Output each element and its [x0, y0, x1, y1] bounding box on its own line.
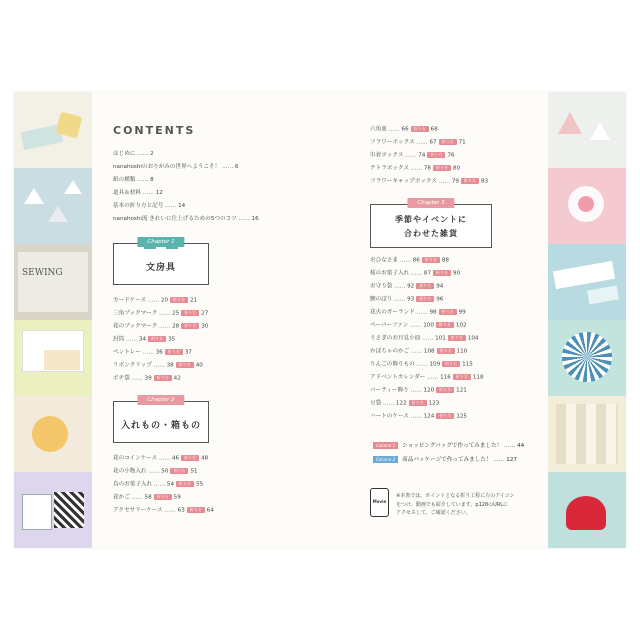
photo-boxes — [14, 472, 92, 548]
photo-advent-calendar — [548, 396, 626, 472]
chapter-2-heading — [113, 397, 209, 443]
photo-heart-case — [548, 472, 626, 548]
column-2[interactable] — [373, 455, 517, 463]
chapter-tag: Chapter 3 — [407, 198, 454, 208]
photo-omamori — [548, 244, 626, 320]
toc-item[interactable]: アドベントカレンダー …… 116 折り方 118 — [370, 374, 484, 381]
toc-item[interactable]: 封筒 …… 34 折り方 35 — [113, 336, 176, 343]
toc-item[interactable]: 花の小物入れ …… 50 折り方 51 — [113, 468, 198, 475]
movie-note-line: ※本書では、ポイントとなる折り工程に左のアイコン — [396, 493, 515, 499]
toc-item[interactable]: 巾着ボックス …… 74 折り方 76 — [370, 152, 455, 159]
photo-envelope — [14, 320, 92, 396]
toc-item[interactable]: nanahoshiのおりがみの世界へようこそ！ …… 6 — [113, 164, 239, 170]
chapter-tag: Chapter 2 — [137, 395, 184, 405]
toc-item[interactable]: リボンクリップ …… 38 折り方 40 — [113, 362, 203, 369]
chapter-tag: Chapter 1 — [137, 237, 184, 247]
toc-item[interactable]: 鳥のお菓子入れ …… 54 折り方 55 — [113, 481, 204, 488]
chapter-title: 入れもの・箱もの — [120, 421, 201, 431]
column-label: ショッピングバッグで作ってみました！ …… 44 — [402, 443, 525, 449]
toc-item[interactable]: 紙の種類 …… 8 — [113, 177, 154, 183]
chapter-1-heading — [113, 239, 209, 285]
toc-item[interactable]: おひなさま …… 86 折り方 88 — [370, 257, 449, 264]
toc-item[interactable]: アクセサリーケース …… 63 折り方 64 — [113, 507, 214, 514]
movie-note — [396, 492, 536, 518]
toc-item[interactable]: 豆袋 …… 122 折り方 123 — [370, 400, 440, 407]
toc-item[interactable]: りんごの飾りもの …… 109 折り方 115 — [370, 361, 473, 368]
toc-item[interactable]: 花かご …… 58 折り方 59 — [113, 494, 181, 501]
toc-item[interactable]: パーティー飾り …… 120 折り方 121 — [370, 387, 467, 394]
photo-cherry-blossom — [548, 168, 626, 244]
toc-item[interactable]: フラワーキャップボックス …… 79 折り方 83 — [370, 178, 489, 185]
toc-item[interactable]: 鯉のぼり …… 93 折り方 96 — [370, 296, 444, 303]
toc-item[interactable]: ペントレー …… 36 折り方 37 — [113, 349, 192, 356]
movie-note-line: をつけ、動画でも紹介しています。p128のURLに — [396, 501, 509, 508]
column-label: 商品パッケージで作ってみました！ …… 127 — [402, 457, 517, 463]
toc-item[interactable]: うさぎのお月見小皿 …… 101 折り方 104 — [370, 335, 479, 342]
contents-heading: CONTENTS — [113, 124, 196, 137]
toc-item[interactable]: ペーパーファン …… 100 折り方 102 — [370, 322, 467, 329]
photo-tetra-box — [548, 92, 626, 168]
toc-item[interactable]: 三角ブックマーク …… 25 折り方 27 — [113, 310, 209, 317]
toc-item[interactable]: nanahoshi流 きれいに仕上げるための5つのコツ …… 16 — [113, 216, 259, 222]
toc-item[interactable]: 花のブックマーク …… 28 折り方 30 — [113, 323, 209, 330]
right-photo-strip — [548, 92, 626, 548]
toc-item[interactable]: はじめに …… 2 — [113, 151, 154, 157]
toc-item[interactable]: テトラボックス …… 78 折り方 80 — [370, 165, 461, 172]
chapter-3-heading — [370, 200, 492, 248]
toc-item[interactable]: カードケース …… 20 折り方 21 — [113, 297, 198, 304]
book-spread — [14, 92, 626, 548]
photo-bookmarks — [14, 168, 92, 244]
left-photo-strip — [14, 92, 92, 548]
column-tag: Column 1 — [373, 442, 398, 449]
toc-item[interactable]: ハートのケース …… 124 折り方 125 — [370, 413, 467, 420]
movie-note-line: アクセスして、ご確認ください。 — [396, 510, 471, 516]
movie-phone-icon: Movie — [370, 488, 389, 517]
toc-item[interactable]: 道具＆材料 …… 12 — [113, 190, 163, 196]
photo-card-case — [14, 92, 92, 168]
toc-item[interactable]: 六角皿 …… 66 折り方 68 — [370, 126, 438, 133]
toc-item[interactable]: 花火のガーランド …… 98 折り方 99 — [370, 309, 466, 316]
toc-item[interactable]: かぼちゃのかご …… 108 折り方 110 — [370, 348, 468, 355]
toc-item[interactable]: お守り袋 …… 92 折り方 94 — [370, 283, 444, 290]
toc-item[interactable]: 基本の折り方と記号 …… 14 — [113, 203, 186, 209]
toc-item[interactable]: ポチ袋 …… 39 折り方 42 — [113, 375, 181, 382]
toc-item[interactable]: フラワーボックス …… 67 折り方 71 — [370, 139, 466, 146]
photo-paper-fan — [548, 320, 626, 396]
photo-sewing-book: SEWING — [14, 244, 92, 320]
photo-coin-case — [14, 396, 92, 472]
column-1[interactable] — [373, 441, 524, 449]
chapter-title: 文房具 — [145, 263, 176, 273]
toc-item[interactable]: 桜のお菓子入れ …… 87 折り方 90 — [370, 270, 461, 277]
chapter-title-line-2: 合わせた雑貨 — [404, 229, 458, 238]
toc-item[interactable]: 花のコインケース …… 46 折り方 48 — [113, 455, 209, 462]
column-tag: Column 2 — [373, 456, 398, 463]
chapter-title-line-1: 季節やイベントに — [395, 215, 467, 224]
